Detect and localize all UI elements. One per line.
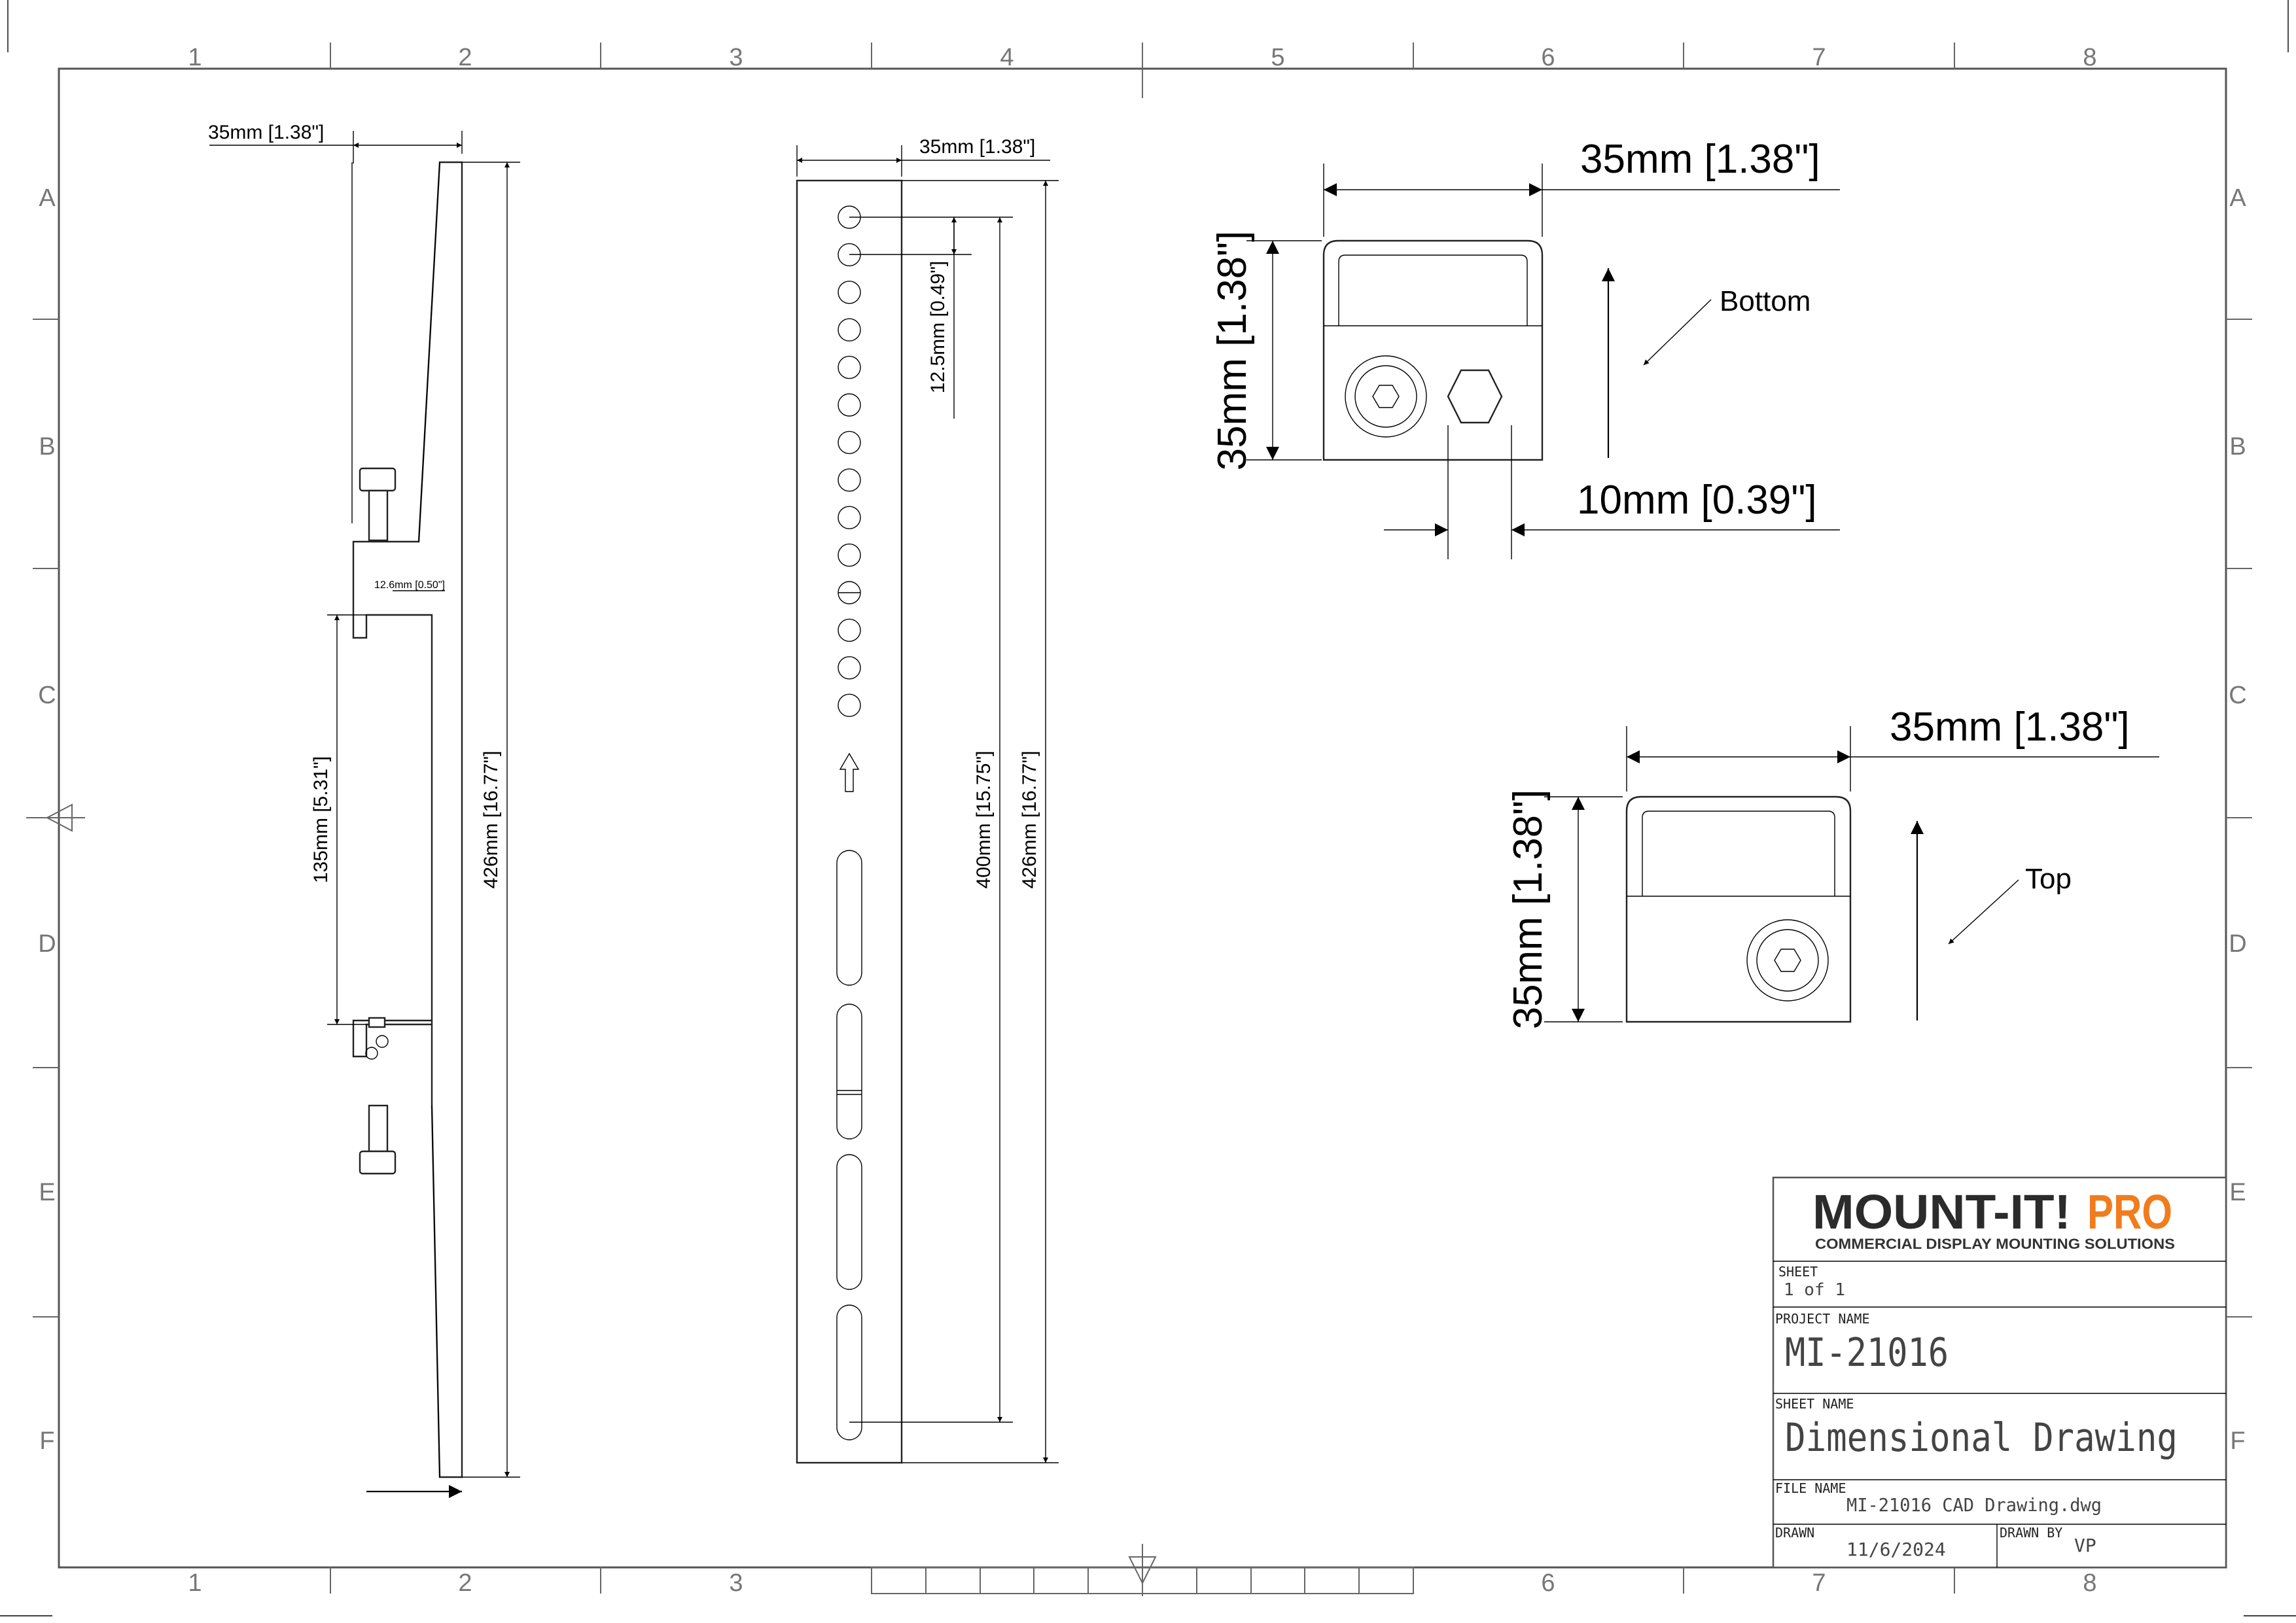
drawn-label: DRAWN — [1775, 1525, 1815, 1541]
project-name-label: PROJECT NAME — [1775, 1311, 1870, 1327]
front-view — [797, 181, 902, 1463]
front-width-label: 35mm [1.38"] — [919, 136, 1036, 158]
grid-row-e-right: E — [2229, 1179, 2246, 1206]
grid-col-3-bottom: 3 — [729, 1569, 743, 1597]
grid-row-e-left: E — [39, 1179, 56, 1206]
front-length-label: 426mm [16.77"] — [1019, 750, 1040, 889]
grid-col-8-bottom: 8 — [2083, 1569, 2097, 1597]
grid-row-a-right: A — [2229, 184, 2246, 212]
grid-col-6-bottom: 6 — [1541, 1569, 1555, 1597]
top-height-dimension — [1506, 790, 1623, 1030]
drawn-by-value: VP — [2074, 1535, 2096, 1556]
grid-col-7-bottom: 7 — [1812, 1569, 1826, 1597]
sheet-name-label: SHEET NAME — [1775, 1396, 1854, 1412]
top-label: Top — [2025, 863, 2072, 895]
grid-col-1-top: 1 — [188, 44, 202, 71]
front-pitch-label: 12.5mm [0.49"] — [927, 260, 949, 394]
side-screw-head-top — [360, 468, 395, 491]
file-name-label: FILE NAME — [1775, 1480, 1846, 1496]
side-tab — [369, 1018, 385, 1027]
bottom-height-dimension — [1210, 231, 1322, 471]
front-width-dimension — [797, 136, 1050, 177]
drawn-by-label: DRAWN BY — [2000, 1525, 2063, 1541]
drawn-value: 11/6/2024 — [1846, 1539, 1946, 1560]
brand-tagline: COMMERCIAL DISPLAY MOUNTING SOLUTIONS — [1815, 1236, 2175, 1252]
brand-logo: MOUNT-IT! — [1812, 1185, 2071, 1239]
side-width-label: 35mm [1.38"] — [208, 122, 325, 143]
top-width-dimension — [1627, 705, 2159, 792]
grid-col-3-top: 3 — [729, 44, 743, 71]
top-width-label: 35mm [1.38"] — [1890, 705, 2130, 750]
sheet-label: SHEET — [1778, 1264, 1818, 1280]
front-span-label: 400mm [15.75"] — [973, 750, 995, 889]
bottom-height-label: 35mm [1.38"] — [1210, 230, 1255, 471]
top-direction-indicator — [1917, 821, 2072, 1021]
sheet-value: 1 of 1 — [1784, 1280, 1845, 1300]
grid-col-5-top: 5 — [1271, 44, 1285, 71]
left-center-mark — [26, 805, 85, 831]
brand-logo-suffix: PRO — [2087, 1185, 2172, 1239]
title-block — [1773, 1178, 2226, 1567]
side-inner-label: 135mm [5.31"] — [310, 756, 332, 884]
grid-col-6-top: 6 — [1541, 44, 1555, 71]
side-width-dimension — [208, 122, 462, 164]
top-height-label: 35mm [1.38"] — [1506, 789, 1551, 1030]
grid-col-8-top: 8 — [2083, 44, 2097, 71]
file-name-value: MI-21016 CAD Drawing.dwg — [1846, 1494, 2102, 1516]
bottom-detail-view — [1324, 241, 1542, 460]
side-hook-label: 12.6mm [0.50"] — [374, 580, 445, 591]
side-hook-dimension — [374, 580, 445, 591]
side-bracket-body — [353, 162, 462, 1477]
grid-col-7-top: 7 — [1812, 44, 1826, 71]
side-pin-hole-2 — [376, 1036, 388, 1047]
side-screw-shank-bottom — [369, 1106, 387, 1151]
bottom-width-dimension — [1324, 137, 1840, 237]
side-pin-hole-1 — [366, 1047, 378, 1059]
bottom-center-mark — [1129, 1544, 1156, 1596]
grid-col-2-top: 2 — [458, 44, 472, 71]
grid-row-d-left: D — [38, 930, 56, 958]
grid-row-b-right: B — [2229, 433, 2246, 461]
grid-row-a-left: A — [39, 184, 56, 212]
side-view — [352, 162, 462, 1492]
grid-row-f-left: F — [39, 1427, 55, 1455]
side-inner-dimension — [310, 615, 366, 1024]
bottom-clip-body — [1324, 241, 1542, 460]
side-length-label: 426mm [16.77"] — [480, 750, 502, 889]
grid-row-c-left: C — [38, 682, 56, 709]
front-bracket-body — [797, 181, 902, 1463]
bottom-label: Bottom — [1720, 285, 1811, 317]
side-length-dimension — [462, 162, 520, 1477]
grid-row-c-right: C — [2229, 682, 2247, 709]
grid-row-b-left: B — [39, 433, 56, 461]
bottom-hex-label: 10mm [0.39"] — [1577, 478, 1817, 523]
side-screw-shank-top — [369, 491, 387, 540]
project-name-value: MI-21016 — [1785, 1330, 1949, 1376]
bottom-direction-indicator — [1608, 268, 1810, 458]
grid-row-d-right: D — [2229, 930, 2247, 958]
top-detail-view — [1627, 797, 1850, 1022]
side-screw-head-bottom — [360, 1151, 395, 1174]
sheet-name-value: Dimensional Drawing — [1785, 1415, 2178, 1461]
grid-row-f-right: F — [2230, 1427, 2246, 1455]
grid-col-1-bottom: 1 — [188, 1569, 202, 1597]
grid-col-2-bottom: 2 — [458, 1569, 472, 1597]
grid-col-4-top: 4 — [1000, 44, 1014, 71]
bottom-width-label: 35mm [1.38"] — [1580, 137, 1820, 182]
